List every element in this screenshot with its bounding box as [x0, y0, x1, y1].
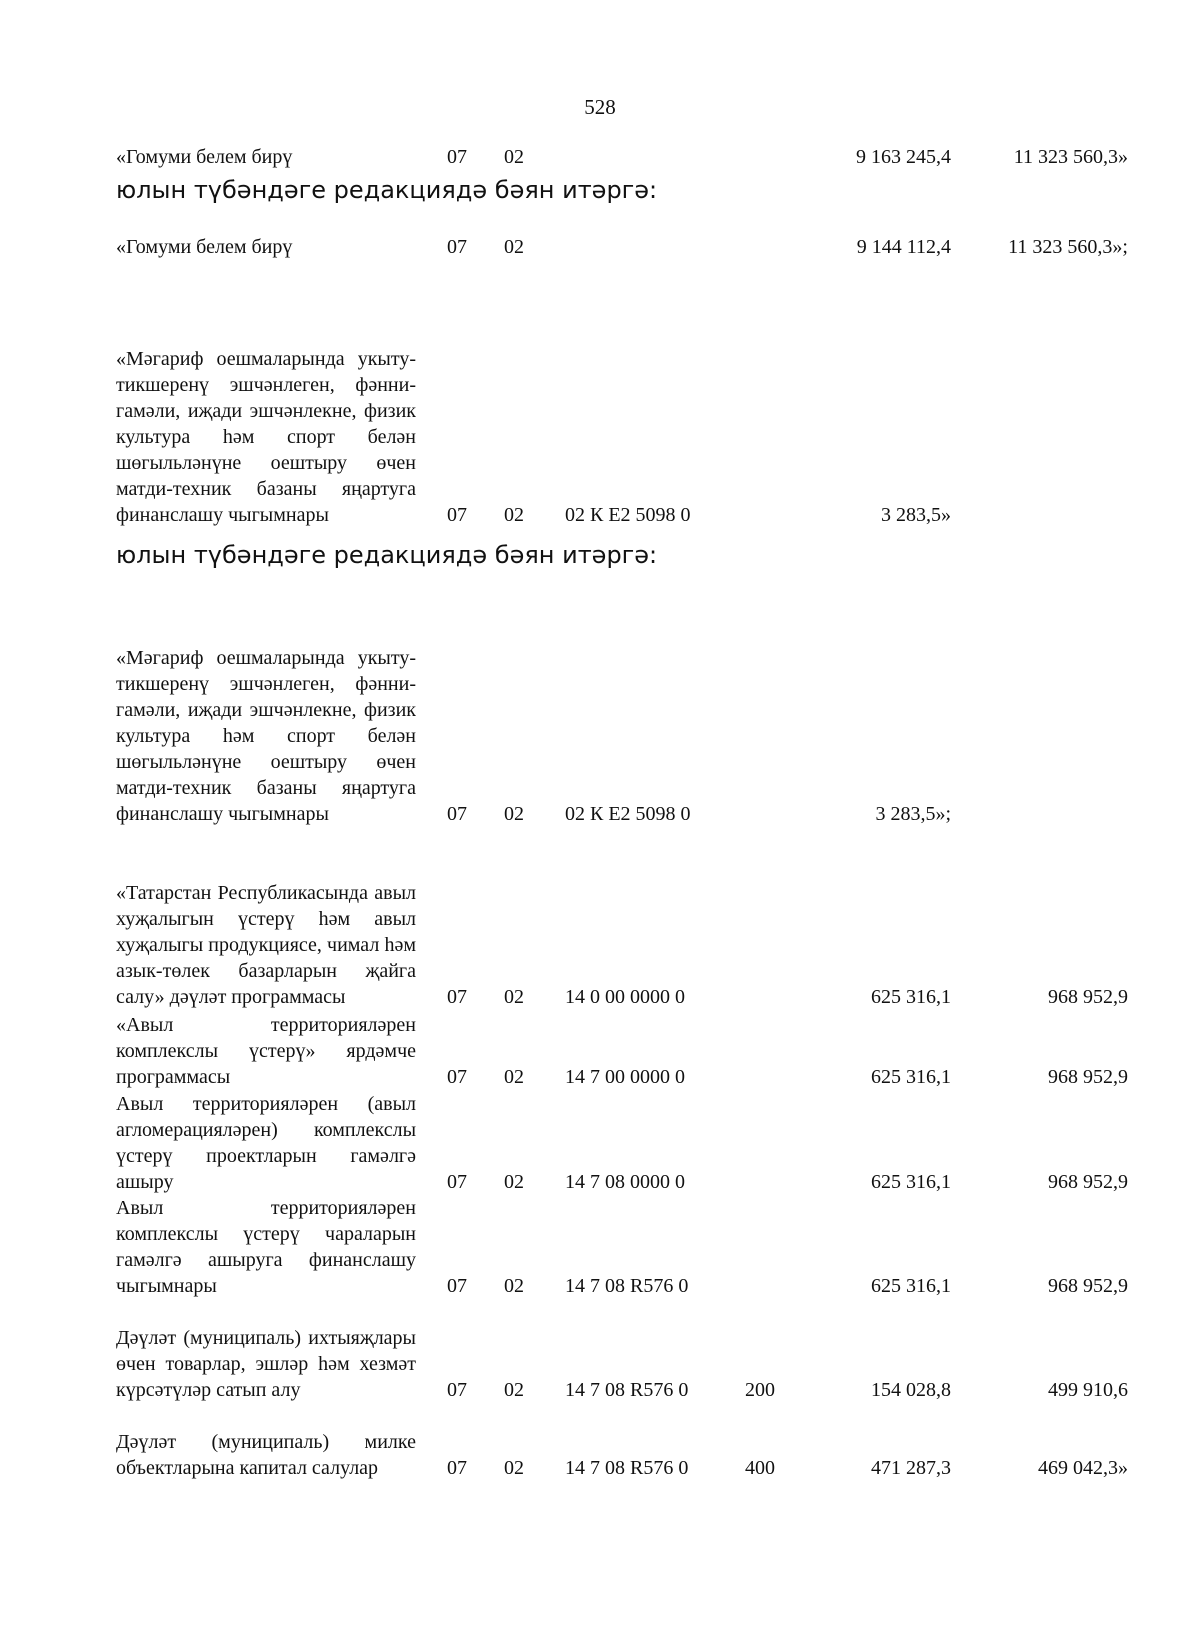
subsection-code: 02 — [504, 1275, 524, 1297]
row-name: «Татарстан Республикасында авыл хуҗалыгын үстерү һәм авыл хуҗалыгы продукциясе, чимал һәм азык-төлек базарларын җайга салу» дәүләт программасы — [116, 882, 416, 1008]
target-article-code: 14 7 08 0000 0 — [565, 1171, 685, 1193]
target-article-code: 14 7 08 R576 0 — [565, 1275, 689, 1297]
row-name: «Гомуми белем бирү — [116, 236, 293, 258]
section-code: 07 — [447, 146, 467, 168]
subsection-code: 02 — [504, 1379, 524, 1401]
section-code: 07 — [447, 986, 467, 1008]
section-code: 07 — [447, 1379, 467, 1401]
row-name: Дәүләт (муниципаль) ихтыяҗлары өчен товарлар, эшләр һәм хезмәт күрсәтүләр сатып алу — [116, 1327, 416, 1401]
row-name: «Мәгариф оешмаларында укыту-тикшеренү эшчәнлеген, фәнни-гамәли, иҗади эшчәнлекне, физик культура һәм спорт белән шөгыльләнүне оештыру өчен матди-техник базаны яңартуга финанслашу чыгымнары — [116, 647, 416, 825]
subsection-code: 02 — [504, 1066, 524, 1088]
amount-year-1: 471 287,3 — [871, 1457, 951, 1479]
amount-year-2: 499 910,6 — [1048, 1379, 1128, 1401]
section-code: 07 — [447, 1457, 467, 1479]
target-article-code: 14 7 08 R576 0 — [565, 1457, 689, 1479]
instruction-line: юлын түбәндәге редакциядә бәян итәргә: — [116, 541, 658, 569]
amount-year-2: 968 952,9 — [1048, 1275, 1128, 1297]
amount-year-1: 3 283,5» — [881, 504, 951, 526]
amount-year-2: 11 323 560,3» — [1013, 146, 1128, 168]
section-code: 07 — [447, 1171, 467, 1193]
section-code: 07 — [447, 236, 467, 258]
section-code: 07 — [447, 504, 467, 526]
subsection-code: 02 — [504, 1457, 524, 1479]
row-name: Авыл территорияләрен комплекслы үстерү чараларын гамәлгә ашыруга финанслашу чыгымнары — [116, 1197, 416, 1297]
amount-year-2: 968 952,9 — [1048, 986, 1128, 1008]
amount-year-1: 625 316,1 — [871, 1275, 951, 1297]
target-article-code: 02 К Е2 5098 0 — [565, 504, 691, 526]
expense-type-code: 400 — [745, 1457, 775, 1479]
amount-year-1: 625 316,1 — [871, 1066, 951, 1088]
amount-year-1: 625 316,1 — [871, 1171, 951, 1193]
section-code: 07 — [447, 803, 467, 825]
target-article-code: 14 0 00 0000 0 — [565, 986, 685, 1008]
amount-year-2: 968 952,9 — [1048, 1171, 1128, 1193]
row-name: «Авыл территорияләрен комплекслы үстерү» ярдәмче программасы — [116, 1014, 416, 1088]
subsection-code: 02 — [504, 146, 524, 168]
row-name: «Мәгариф оешмаларында укыту-тикшеренү эшчәнлеген, фәнни-гамәли, иҗади эшчәнлекне, физик культура һәм спорт белән шөгыльләнүне оештыру өчен матди-техник базаны яңартуга финанслашу чыгымнары — [116, 348, 416, 526]
amount-year-1: 625 316,1 — [871, 986, 951, 1008]
expense-type-code: 200 — [745, 1379, 775, 1401]
target-article-code: 14 7 08 R576 0 — [565, 1379, 689, 1401]
subsection-code: 02 — [504, 1171, 524, 1193]
amount-year-1: 9 144 112,4 — [856, 236, 951, 258]
subsection-code: 02 — [504, 504, 524, 526]
target-article-code: 14 7 00 0000 0 — [565, 1066, 685, 1088]
page-number: 528 — [584, 95, 616, 119]
amount-year-2: 968 952,9 — [1048, 1066, 1128, 1088]
amount-year-1: 9 163 245,4 — [856, 146, 951, 168]
target-article-code: 02 К Е2 5098 0 — [565, 803, 691, 825]
row-name: Авыл территорияләрен (авыл агломерацияләрен) комплекслы үстерү проектларын гамәлгә ашыру — [116, 1093, 416, 1193]
subsection-code: 02 — [504, 803, 524, 825]
amount-year-1: 3 283,5»; — [875, 803, 951, 825]
subsection-code: 02 — [504, 986, 524, 1008]
section-code: 07 — [447, 1066, 467, 1088]
row-name: «Гомуми белем бирү — [116, 146, 293, 168]
amount-year-2: 11 323 560,3»; — [1008, 236, 1128, 258]
row-name: Дәүләт (муниципаль) милке объектларына капитал салулар — [116, 1431, 416, 1479]
section-code: 07 — [447, 1275, 467, 1297]
amount-year-1: 154 028,8 — [871, 1379, 951, 1401]
amount-year-2: 469 042,3» — [1038, 1457, 1128, 1479]
instruction-line: юлын түбәндәге редакциядә бәян итәргә: — [116, 176, 658, 204]
subsection-code: 02 — [504, 236, 524, 258]
